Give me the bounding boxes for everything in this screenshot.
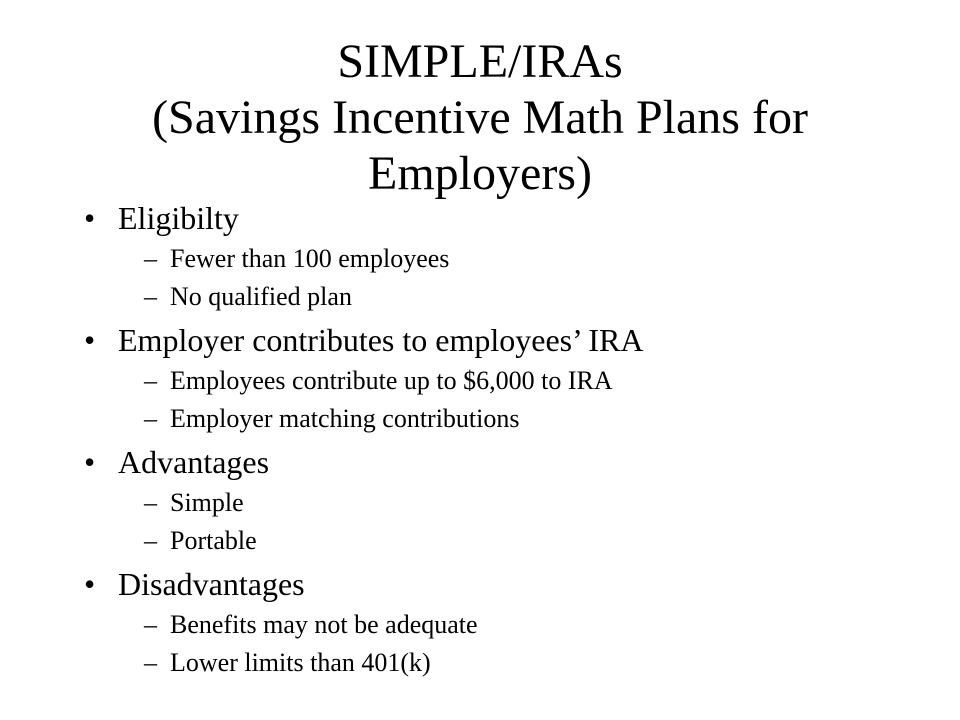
sub-bullet-item bbox=[118, 240, 924, 278]
dash-icon: – bbox=[144, 610, 157, 639]
bullet-label: Employer contributes to employees’ IRA bbox=[118, 322, 644, 358]
dash-icon: – bbox=[144, 488, 157, 517]
bullet-item-advantages bbox=[84, 440, 924, 560]
sub-bullet-item bbox=[118, 644, 924, 682]
bullet-icon: • bbox=[84, 566, 96, 602]
bullet-item-disadvantages bbox=[84, 562, 924, 682]
sub-bullet-list bbox=[118, 362, 924, 438]
sub-bullet-list bbox=[118, 240, 924, 316]
sub-bullet-item bbox=[118, 362, 924, 400]
sub-bullet-item bbox=[118, 278, 924, 316]
bullet-label: Disadvantages bbox=[118, 566, 305, 602]
bullet-list bbox=[84, 194, 924, 682]
sub-bullet-label: Simple bbox=[170, 488, 244, 517]
sub-bullet-item bbox=[118, 606, 924, 644]
dash-icon: – bbox=[144, 526, 157, 555]
sub-bullet-label: Lower limits than 401(k) bbox=[170, 648, 431, 677]
dash-icon: – bbox=[144, 244, 157, 273]
sub-bullet-list bbox=[118, 484, 924, 560]
dash-icon: – bbox=[144, 404, 157, 433]
sub-bullet-item bbox=[118, 484, 924, 522]
sub-bullet-list bbox=[118, 606, 924, 682]
sub-bullet-label: Employer matching contributions bbox=[170, 404, 520, 433]
title-line-1: SIMPLE/IRAs bbox=[337, 35, 623, 88]
dash-icon: – bbox=[144, 648, 157, 677]
sub-bullet-label: Fewer than 100 employees bbox=[170, 244, 450, 273]
sub-bullet-item bbox=[118, 522, 924, 560]
dash-icon: – bbox=[144, 366, 157, 395]
bullet-label: Eligibilty bbox=[118, 200, 239, 236]
sub-bullet-item bbox=[118, 400, 924, 438]
sub-bullet-label: Portable bbox=[170, 526, 257, 555]
sub-bullet-label: No qualified plan bbox=[170, 282, 352, 311]
sub-bullet-label: Employees contribute up to $6,000 to IRA bbox=[170, 366, 613, 395]
title-line-2: (Savings Incentive Math Plans for bbox=[152, 91, 808, 144]
bullet-icon: • bbox=[84, 322, 96, 358]
sub-bullet-label: Benefits may not be adequate bbox=[170, 610, 478, 639]
bullet-icon: • bbox=[84, 200, 96, 236]
bullet-item-employer-contributes bbox=[84, 318, 924, 438]
dash-icon: – bbox=[144, 282, 157, 311]
slide-title bbox=[40, 34, 920, 202]
bullet-item-eligibility bbox=[84, 196, 924, 316]
title-line-3: Employers) bbox=[368, 147, 592, 200]
bullet-label: Advantages bbox=[118, 444, 270, 480]
bullet-icon: • bbox=[84, 444, 96, 480]
